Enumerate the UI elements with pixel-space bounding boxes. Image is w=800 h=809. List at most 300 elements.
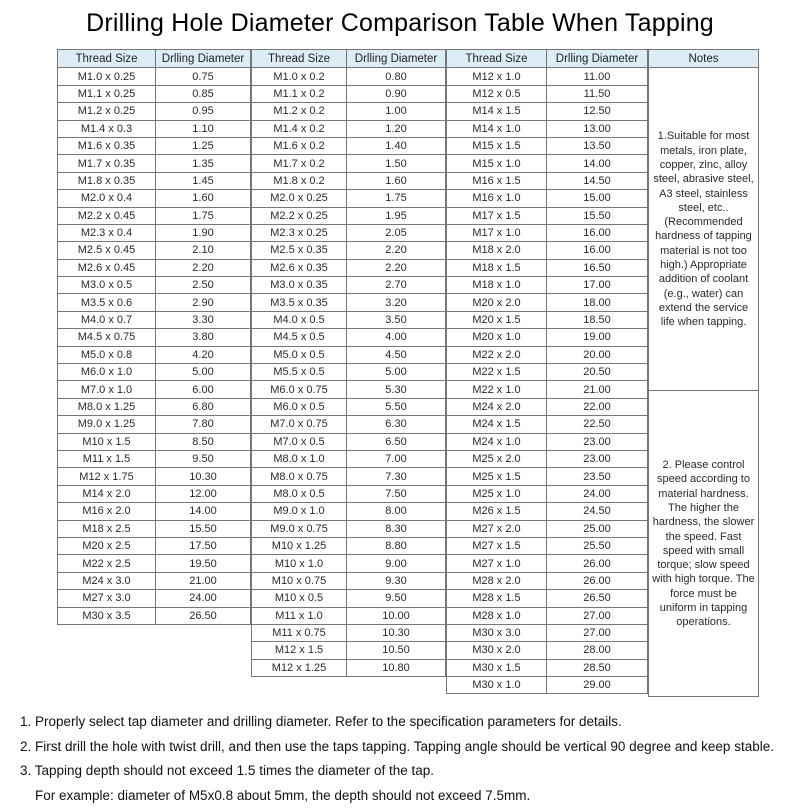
drilling-diameter-cell: 2.50 [156, 277, 251, 294]
drilling-diameter-cell: 4.50 [347, 346, 446, 363]
drilling-diameter-cell: 5.50 [347, 398, 446, 415]
thread-size-cell: M17 x 1.0 [447, 224, 547, 241]
drilling-diameter-cell: 1.00 [347, 103, 446, 120]
thread-size-cell: M1.8 x 0.35 [58, 172, 156, 189]
page-title: Drilling Hole Diameter Comparison Table When Tapping [86, 9, 714, 37]
thread-size-cell: M16 x 1.5 [447, 172, 547, 189]
drilling-diameter-cell: 20.00 [547, 346, 648, 363]
footnote-1: 1. Properly select tap diameter and drilling diameter. Refer to the specification parameters for details. [20, 714, 622, 730]
notes-cell-row [649, 68, 759, 391]
drilling-diameter-cell: 21.00 [156, 572, 251, 589]
table-row [58, 259, 251, 276]
drilling-diameter-cell: 26.50 [547, 590, 648, 607]
table-row [58, 277, 251, 294]
table-row [447, 364, 648, 381]
thread-size-cell: M1.2 x 0.25 [58, 103, 156, 120]
thread-table-2 [251, 49, 446, 677]
drilling-diameter-cell: 10.30 [347, 624, 446, 641]
table-row [58, 364, 251, 381]
thread-size-cell: M1.0 x 0.25 [58, 68, 156, 85]
thread-size-cell: M10 x 1.0 [252, 555, 347, 572]
drilling-diameter-cell: 1.50 [347, 155, 446, 172]
thread-size-cell: M22 x 2.5 [58, 555, 156, 572]
table-row [58, 468, 251, 485]
drilling-diameter-cell: 15.00 [547, 190, 648, 207]
thread-size-cell: M14 x 2.0 [58, 485, 156, 502]
drilling-diameter-cell: 7.00 [347, 450, 446, 467]
drilling-diameter-cell: 0.90 [347, 85, 446, 102]
drilling-diameter-cell: 25.00 [547, 520, 648, 537]
notes-cell-row [649, 391, 759, 697]
thread-size-cell: M27 x 1.0 [447, 555, 547, 572]
thread-size-cell: M12 x 1.75 [58, 468, 156, 485]
header-row [447, 50, 648, 68]
table-row [252, 85, 446, 102]
drilling-diameter-cell: 1.75 [156, 207, 251, 224]
drilling-diameter-cell: 19.50 [156, 555, 251, 572]
thread-size-cell: M9.0 x 0.75 [252, 520, 347, 537]
drilling-diameter-cell: 26.00 [547, 572, 648, 589]
thread-size-cell: M18 x 2.5 [58, 520, 156, 537]
table-row [58, 398, 251, 415]
table-row [447, 190, 648, 207]
table-row [58, 190, 251, 207]
drilling-diameter-cell: 1.95 [347, 207, 446, 224]
drilling-diameter-cell: 16.00 [547, 242, 648, 259]
table-row [447, 85, 648, 102]
table-row [447, 207, 648, 224]
drilling-diameter-cell: 28.50 [547, 659, 648, 676]
table-row [58, 590, 251, 607]
thread-size-cell: M1.4 x 0.2 [252, 120, 347, 137]
drilling-diameter-cell: 1.45 [156, 172, 251, 189]
thread-size-cell: M1.4 x 0.3 [58, 120, 156, 137]
thread-size-cell: M8.0 x 1.0 [252, 450, 347, 467]
table-row [58, 224, 251, 241]
drilling-diameter-cell: 1.10 [156, 120, 251, 137]
thread-size-cell: M27 x 3.0 [58, 590, 156, 607]
table-row [447, 555, 648, 572]
drilling-diameter-cell: 25.50 [547, 537, 648, 554]
thread-size-cell: M24 x 1.0 [447, 433, 547, 450]
drilling-diameter-cell: 6.00 [156, 381, 251, 398]
drilling-diameter-cell: 1.75 [347, 190, 446, 207]
table-row [447, 137, 648, 154]
thread-size-cell: M14 x 1.0 [447, 120, 547, 137]
drilling-diameter-cell: 0.85 [156, 85, 251, 102]
table-row [252, 555, 446, 572]
drilling-diameter-header: Drlling Diameter [156, 50, 251, 68]
table-row [252, 416, 446, 433]
thread-size-cell: M7.0 x 0.75 [252, 416, 347, 433]
table-row [447, 659, 648, 676]
table-row [252, 155, 446, 172]
table-row [252, 642, 446, 659]
drilling-diameter-cell: 18.50 [547, 311, 648, 328]
table-row [447, 381, 648, 398]
drilling-diameter-cell: 15.50 [156, 520, 251, 537]
table-row [252, 68, 446, 85]
note-material: 1.Suitable for most metals, iron plate, copper, zinc, alloy steel, abrasive steel, A3 steel, stainless steel, etc..(Recommended hardness of tapping material is not too high.) Appropriate addition of coolant (e.g., water) can extend the service life when tapping. [649, 68, 759, 391]
table-body-3 [447, 68, 648, 694]
drilling-diameter-cell: 3.30 [156, 311, 251, 328]
drilling-diameter-cell: 2.05 [347, 224, 446, 241]
table-row [447, 433, 648, 450]
table-row [58, 433, 251, 450]
drilling-diameter-cell: 12.00 [156, 485, 251, 502]
table-row [252, 572, 446, 589]
table-row [447, 68, 648, 85]
table-row [447, 642, 648, 659]
table-row [58, 485, 251, 502]
table-row [252, 120, 446, 137]
thread-size-cell: M9.0 x 1.25 [58, 416, 156, 433]
thread-size-cell: M26 x 1.5 [447, 503, 547, 520]
drilling-diameter-cell: 5.30 [347, 381, 446, 398]
footnote-3: 3. Tapping depth should not exceed 1.5 times the diameter of the tap. [20, 763, 435, 779]
thread-size-cell: M1.7 x 0.2 [252, 155, 347, 172]
drilling-diameter-cell: 14.00 [547, 155, 648, 172]
table-row [447, 259, 648, 276]
table-row [252, 329, 446, 346]
thread-size-cell: M2.3 x 0.25 [252, 224, 347, 241]
drilling-diameter-cell: 3.20 [347, 294, 446, 311]
drilling-diameter-cell: 17.00 [547, 277, 648, 294]
table-row [447, 172, 648, 189]
table-row [447, 416, 648, 433]
drilling-diameter-cell: 2.70 [347, 277, 446, 294]
thread-size-cell: M10 x 1.5 [58, 433, 156, 450]
thread-size-cell: M4.5 x 0.5 [252, 329, 347, 346]
table-row [447, 624, 648, 641]
table-row [252, 242, 446, 259]
thread-size-cell: M30 x 3.0 [447, 624, 547, 641]
table-row [252, 103, 446, 120]
thread-size-cell: M1.6 x 0.35 [58, 137, 156, 154]
table-row [58, 242, 251, 259]
footnote-2: 2. First drill the hole with twist drill, and then use the taps tapping. Tapping angle should be vertical 90 degree and keep stable. [20, 738, 774, 754]
table-row [58, 207, 251, 224]
drilling-diameter-cell: 24.50 [547, 503, 648, 520]
drilling-diameter-cell: 22.50 [547, 416, 648, 433]
thread-size-cell: M2.2 x 0.25 [252, 207, 347, 224]
drilling-diameter-cell: 28.00 [547, 642, 648, 659]
table-row [58, 294, 251, 311]
table-row [58, 346, 251, 363]
drilling-diameter-cell: 2.10 [156, 242, 251, 259]
drilling-diameter-cell: 8.50 [156, 433, 251, 450]
thread-size-cell: M20 x 2.5 [58, 537, 156, 554]
footnotes [20, 714, 800, 803]
table-row [447, 242, 648, 259]
thread-size-cell: M10 x 0.5 [252, 590, 347, 607]
drilling-diameter-cell: 9.00 [347, 555, 446, 572]
thread-size-cell: M7.0 x 0.5 [252, 433, 347, 450]
table-row [447, 485, 648, 502]
table-row [252, 485, 446, 502]
table-row [58, 503, 251, 520]
thread-size-cell: M20 x 1.5 [447, 311, 547, 328]
thread-size-cell: M1.2 x 0.2 [252, 103, 347, 120]
table-row [447, 103, 648, 120]
drilling-diameter-cell: 26.50 [156, 607, 251, 624]
drilling-diameter-cell: 6.30 [347, 416, 446, 433]
thread-size-cell: M22 x 2.0 [447, 346, 547, 363]
table-row [58, 85, 251, 102]
thread-size-cell: M10 x 0.75 [252, 572, 347, 589]
table-row [447, 346, 648, 363]
table-row [447, 468, 648, 485]
table-row [58, 329, 251, 346]
drilling-diameter-cell: 16.50 [547, 259, 648, 276]
thread-size-cell: M25 x 1.0 [447, 485, 547, 502]
table-row [58, 120, 251, 137]
header-row [649, 50, 759, 68]
thread-size-cell: M1.6 x 0.2 [252, 137, 347, 154]
thread-size-cell: M10 x 1.25 [252, 537, 347, 554]
thread-size-cell: M7.0 x 1.0 [58, 381, 156, 398]
table-row [58, 520, 251, 537]
thread-size-cell: M24 x 2.0 [447, 398, 547, 415]
table-body-1 [58, 68, 251, 625]
thread-size-cell: M12 x 1.5 [252, 642, 347, 659]
table-row [252, 381, 446, 398]
comparison-table [57, 49, 800, 697]
drilling-diameter-cell: 2.90 [156, 294, 251, 311]
thread-size-cell: M3.5 x 0.6 [58, 294, 156, 311]
thread-size-cell: M1.8 x 0.2 [252, 172, 347, 189]
drilling-diameter-cell: 29.00 [547, 677, 648, 694]
thread-size-cell: M24 x 1.5 [447, 416, 547, 433]
thread-size-cell: M5.5 x 0.5 [252, 364, 347, 381]
drilling-diameter-cell: 6.50 [347, 433, 446, 450]
drilling-diameter-cell: 20.50 [547, 364, 648, 381]
thread-size-cell: M15 x 1.0 [447, 155, 547, 172]
thread-size-cell: M1.1 x 0.2 [252, 85, 347, 102]
drilling-diameter-cell: 23.00 [547, 433, 648, 450]
table-row [252, 277, 446, 294]
thread-size-cell: M1.1 x 0.25 [58, 85, 156, 102]
drilling-diameter-cell: 13.00 [547, 120, 648, 137]
thread-size-cell: M30 x 3.5 [58, 607, 156, 624]
drilling-diameter-cell: 1.60 [156, 190, 251, 207]
thread-size-cell: M3.0 x 0.5 [58, 277, 156, 294]
header-row [58, 50, 251, 68]
drilling-diameter-cell: 17.50 [156, 537, 251, 554]
drilling-diameter-cell: 0.75 [156, 68, 251, 85]
drilling-diameter-cell: 2.20 [156, 259, 251, 276]
drilling-diameter-cell: 6.80 [156, 398, 251, 415]
drilling-diameter-cell: 3.80 [156, 329, 251, 346]
drilling-diameter-cell: 3.50 [347, 311, 446, 328]
drilling-diameter-cell: 23.00 [547, 450, 648, 467]
drilling-diameter-header: Drlling Diameter [547, 50, 648, 68]
thread-size-cell: M14 x 1.5 [447, 103, 547, 120]
thread-size-cell: M9.0 x 1.0 [252, 503, 347, 520]
drilling-diameter-cell: 27.00 [547, 607, 648, 624]
table-row [58, 68, 251, 85]
table-row [447, 398, 648, 415]
table-row [447, 120, 648, 137]
table-row [447, 503, 648, 520]
table-row [252, 520, 446, 537]
drilling-diameter-cell: 1.25 [156, 137, 251, 154]
table-row [447, 450, 648, 467]
table-row [58, 103, 251, 120]
table-row [252, 503, 446, 520]
thread-size-header: Thread Size [252, 50, 347, 68]
thread-size-cell: M6.0 x 0.5 [252, 398, 347, 415]
thread-size-cell: M3.5 x 0.35 [252, 294, 347, 311]
drilling-diameter-cell: 22.00 [547, 398, 648, 415]
drilling-diameter-cell: 10.00 [347, 607, 446, 624]
drilling-diameter-cell: 24.00 [156, 590, 251, 607]
thread-size-cell: M4.0 x 0.5 [252, 311, 347, 328]
thread-size-cell: M27 x 2.0 [447, 520, 547, 537]
thread-size-cell: M20 x 1.0 [447, 329, 547, 346]
drilling-diameter-cell: 14.50 [547, 172, 648, 189]
table-row [252, 259, 446, 276]
table-row [447, 537, 648, 554]
drilling-diameter-cell: 1.60 [347, 172, 446, 189]
notes-column [648, 49, 759, 697]
thread-size-cell: M15 x 1.5 [447, 137, 547, 154]
thread-size-cell: M27 x 1.5 [447, 537, 547, 554]
drilling-diameter-cell: 27.00 [547, 624, 648, 641]
drilling-diameter-cell: 9.50 [156, 450, 251, 467]
table-row [252, 433, 446, 450]
table-row [447, 277, 648, 294]
drilling-diameter-cell: 8.30 [347, 520, 446, 537]
drilling-diameter-cell: 18.00 [547, 294, 648, 311]
thread-size-cell: M2.5 x 0.45 [58, 242, 156, 259]
table-row [447, 155, 648, 172]
footnote-example: For example: diameter of M5x0.8 about 5mm, the depth should not exceed 7.5mm. [35, 787, 531, 803]
table-row [252, 607, 446, 624]
thread-size-cell: M17 x 1.5 [447, 207, 547, 224]
thread-size-cell: M28 x 1.5 [447, 590, 547, 607]
drilling-diameter-cell: 15.50 [547, 207, 648, 224]
thread-table-1 [57, 49, 251, 625]
thread-size-cell: M22 x 1.5 [447, 364, 547, 381]
table-body-2 [252, 68, 446, 677]
table-row [58, 381, 251, 398]
thread-size-cell: M2.6 x 0.45 [58, 259, 156, 276]
thread-size-cell: M30 x 1.5 [447, 659, 547, 676]
thread-size-cell: M4.5 x 0.75 [58, 329, 156, 346]
table-row [58, 311, 251, 328]
thread-size-cell: M12 x 1.25 [252, 659, 347, 676]
drilling-diameter-cell: 1.40 [347, 137, 446, 154]
drilling-diameter-header: Drlling Diameter [347, 50, 446, 68]
thread-size-cell: M18 x 2.0 [447, 242, 547, 259]
thread-table-3 [446, 49, 648, 694]
thread-size-cell: M11 x 1.5 [58, 450, 156, 467]
thread-size-cell: M2.5 x 0.35 [252, 242, 347, 259]
table-row [447, 311, 648, 328]
thread-size-cell: M12 x 1.0 [447, 68, 547, 85]
thread-size-cell: M6.0 x 1.0 [58, 364, 156, 381]
thread-size-cell: M22 x 1.0 [447, 381, 547, 398]
thread-size-cell: M28 x 1.0 [447, 607, 547, 624]
table-row [447, 224, 648, 241]
thread-size-cell: M2.2 x 0.45 [58, 207, 156, 224]
drilling-diameter-cell: 10.80 [347, 659, 446, 676]
thread-size-cell: M30 x 2.0 [447, 642, 547, 659]
thread-size-cell: M3.0 x 0.35 [252, 277, 347, 294]
table-row [252, 137, 446, 154]
table-row [252, 364, 446, 381]
drilling-diameter-cell: 9.30 [347, 572, 446, 589]
table-row [447, 520, 648, 537]
note-speed: 2. Please control speed according to material hardness. The higher the hardness, the slower the speed. Fast speed with small torque; slow speed with high torque. The force must be uniform in tapping operations. [649, 391, 759, 697]
drilling-diameter-cell: 2.20 [347, 242, 446, 259]
thread-size-header: Thread Size [447, 50, 547, 68]
thread-size-cell: M5.0 x 0.8 [58, 346, 156, 363]
drilling-diameter-cell: 10.30 [156, 468, 251, 485]
thread-size-cell: M12 x 0.5 [447, 85, 547, 102]
table-row [252, 224, 446, 241]
thread-size-cell: M1.0 x 0.2 [252, 68, 347, 85]
thread-size-cell: M18 x 1.5 [447, 259, 547, 276]
drilling-diameter-cell: 7.30 [347, 468, 446, 485]
thread-size-cell: M2.0 x 0.4 [58, 190, 156, 207]
drilling-diameter-cell: 0.95 [156, 103, 251, 120]
drilling-diameter-cell: 16.00 [547, 224, 648, 241]
drilling-diameter-cell: 11.50 [547, 85, 648, 102]
table-row [252, 294, 446, 311]
table-row [58, 572, 251, 589]
thread-size-cell: M28 x 2.0 [447, 572, 547, 589]
table-row [58, 450, 251, 467]
table-row [252, 190, 446, 207]
thread-size-cell: M25 x 2.0 [447, 450, 547, 467]
drilling-diameter-cell: 7.80 [156, 416, 251, 433]
thread-size-cell: M8.0 x 0.5 [252, 485, 347, 502]
table-row [252, 537, 446, 554]
table-row [252, 172, 446, 189]
table-row [252, 468, 446, 485]
drilling-diameter-cell: 14.00 [156, 503, 251, 520]
thread-size-cell: M16 x 2.0 [58, 503, 156, 520]
thread-size-cell: M8.0 x 0.75 [252, 468, 347, 485]
drilling-diameter-cell: 5.00 [347, 364, 446, 381]
notes-header: Notes [649, 50, 759, 68]
drilling-diameter-cell: 1.90 [156, 224, 251, 241]
table-row [252, 450, 446, 467]
thread-size-cell: M8.0 x 1.25 [58, 398, 156, 415]
table-row [447, 572, 648, 589]
table-row [252, 624, 446, 641]
table-row [58, 416, 251, 433]
table-row [447, 607, 648, 624]
drilling-diameter-cell: 7.50 [347, 485, 446, 502]
thread-size-cell: M2.3 x 0.4 [58, 224, 156, 241]
thread-size-cell: M24 x 3.0 [58, 572, 156, 589]
thread-size-cell: M1.7 x 0.35 [58, 155, 156, 172]
thread-size-header: Thread Size [58, 50, 156, 68]
table-row [58, 607, 251, 624]
thread-size-cell: M16 x 1.0 [447, 190, 547, 207]
table-row [447, 590, 648, 607]
table-row [58, 137, 251, 154]
table-row [58, 555, 251, 572]
table-row [58, 537, 251, 554]
drilling-diameter-cell: 2.20 [347, 259, 446, 276]
drilling-diameter-cell: 24.00 [547, 485, 648, 502]
thread-size-cell: M30 x 1.0 [447, 677, 547, 694]
drilling-diameter-cell: 1.35 [156, 155, 251, 172]
